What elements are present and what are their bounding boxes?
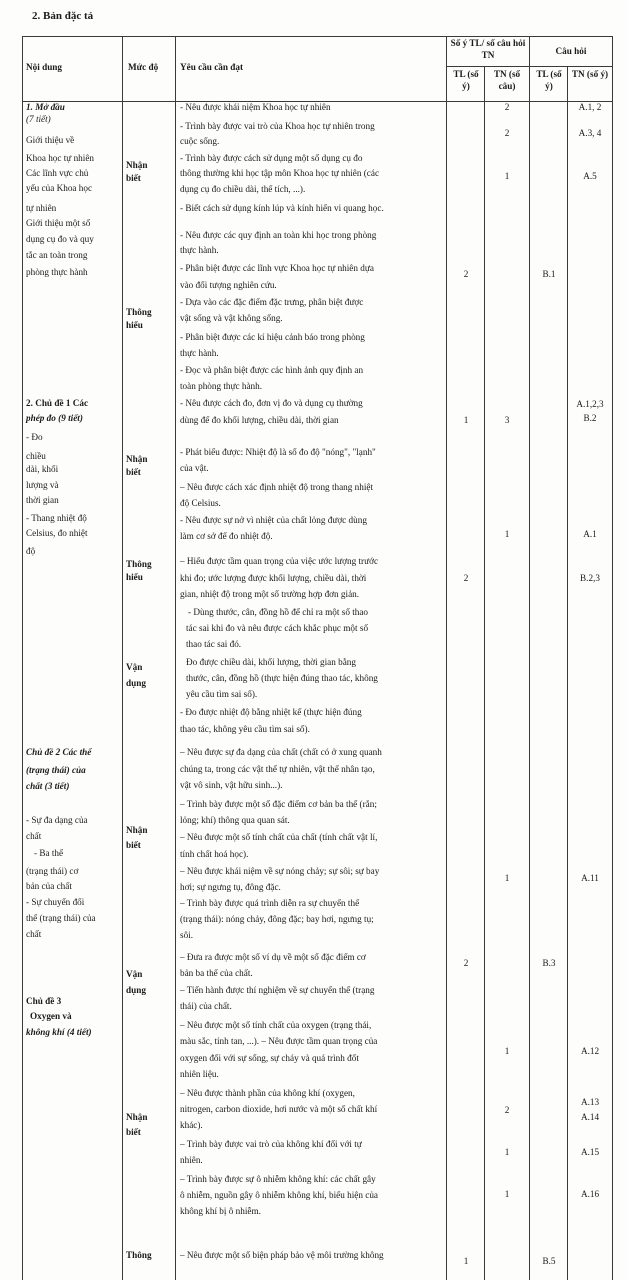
level-label: biết [126,173,141,183]
requirement-line: vào đối tượng nghiên cứu. [180,280,277,290]
level-label: Vận [126,662,143,672]
requirement-line: khi đo; ước lượng được khối lượng, chiều dài, thời [180,573,367,583]
tn-count: 1 [504,1046,510,1056]
level-label: dụng [126,678,146,688]
content-line: (trạng thái) cơ [26,866,79,876]
requirement-line: - Nêu được các quy định an toàn khi học trong phòng [180,230,377,240]
tl-count: 2 [463,269,469,279]
requirement-line: thực hành. [180,245,219,255]
requirement-line: vật sống và vật không sống. [180,313,283,323]
requirement-line: thái) của chất. [180,1001,232,1011]
content-line: (trạng thái) của [26,765,86,775]
requirement-line: độ Celsius. [180,498,221,508]
requirement-line: nitrogen, carbon dioxide, hơi nước và một số chất khí [180,1104,378,1114]
requirement-line: – Trình bày được một số đặc điểm cơ bản ba thể (rắn; [180,799,377,809]
level-label: hiểu [126,320,143,330]
question-tn: A.1,2,3 [576,399,604,409]
question-tl: B.1 [542,269,556,279]
requirement-line: tác sai khi đo và nêu được cách khắc phục một số [186,623,369,633]
tn-count: 1 [504,171,510,181]
grid-line [22,36,23,1280]
requirement-line: thước, cân, đồng hồ (thực hiện đúng thao tác, không [186,673,378,683]
level-label: biết [126,1127,141,1137]
content-line: - Sự đa dạng của [26,815,88,825]
section-title: 2. Bản đặc tả [32,10,94,22]
header-cau-hoi: Câu hỏi [555,46,587,56]
content-line: thể (trạng thái) của [26,913,96,923]
requirement-line: – Nêu được một số biện pháp bảo vệ môi trường không [180,1250,384,1260]
content-line: Giới thiệu một số [26,218,91,228]
tl-count: 2 [463,573,469,583]
requirement-line: oxygen đối với sự sống, sự cháy và quá trình đốt [180,1053,359,1063]
grid-line [529,36,530,1280]
content-line: chất [26,831,42,841]
header-yeu-cau: Yêu cầu cần đạt [180,62,244,72]
question-tn: A.14 [580,1112,600,1122]
header-noi-dung: Nội dung [26,62,63,72]
level-label: biết [126,840,141,850]
requirement-line: - Dùng thước, cân, đồng hồ để chỉ ra một số thao [188,607,369,617]
requirement-line: – Nêu được một số tính chất của oxygen (trạng thái, [180,1020,372,1030]
requirement-line: thao tác sai đó. [186,639,242,649]
requirement-line: sôi. [180,930,194,940]
content-line: Chủ đề 2 Các thể [26,747,92,757]
requirement-line: nhiên. [180,1155,203,1165]
header-tn-so-cau: TN (số câu) [493,69,521,91]
requirement-line: hơi; sự ngưng tụ, đông đặc. [180,882,281,892]
requirement-line: cuộc sống. [180,136,220,146]
requirement-line: – Nêu được thành phần của không khí (oxygen, [180,1088,355,1098]
level-label: Thông [126,307,152,317]
content-line: 1. Mở đầu [26,102,65,112]
header-tl-so-y-2: TL (số ý) [536,69,562,91]
level-label: Thông [126,1250,152,1260]
requirement-line: thông thường khi học tập môn Khoa học tự nhiên (các [180,168,380,178]
content-line: phòng thực hành [26,267,88,277]
requirement-line: - Dựa vào các đặc điểm đặc trưng, phân biệt được [180,297,364,307]
content-line: - Thang nhiệt độ [26,513,87,523]
requirement-line: - Biết cách sử dụng kính lúp và kính hiển vi quang học. [180,203,384,213]
requirement-line: – Tiến hành được thí nghiệm về sự chuyển thể (trạng [180,985,375,995]
content-line: tự nhiên [26,203,57,213]
tn-count: 1 [504,873,510,883]
question-tl: B.3 [542,958,556,968]
requirement-line: toàn phòng thực hành. [180,381,263,391]
content-line: bản của chất [26,881,72,891]
level-label: dụng [126,985,146,995]
grid-line [446,36,447,1280]
level-label: Thông [126,559,152,569]
requirement-line: của vật. [180,463,209,473]
requirement-line: thực hành. [180,348,219,358]
grid-line [484,66,485,1280]
requirement-line: - Đo được nhiệt độ bằng nhiệt kế (thực hiện đúng [180,707,362,717]
header-muc-do: Mức độ [128,62,159,72]
requirement-line: Đo được chiều dài, khối lượng, thời gian bằng [186,657,356,667]
requirement-line: – Trình bày được vai trò của không khí đối với tự [180,1139,362,1149]
requirement-line: – Nêu được sự đa dạng của chất (chất có ở xung quanh [180,747,382,757]
grid-line [122,36,123,1280]
content-line: Các lĩnh vực chủ [26,168,89,178]
question-tn: A.12 [580,1046,600,1056]
requirement-line: chúng ta, trong các vật thể tự nhiên, vật thể nhân tạo, [180,764,375,774]
requirement-line: – Nêu được khái niệm về sự nóng chảy; sự sôi; sự bay [180,866,380,876]
question-tn: A.13 [580,1097,600,1107]
requirement-line: bản ba thể của chất. [180,968,253,978]
tn-count: 3 [504,415,510,425]
level-label: biết [126,467,141,477]
tl-count: 1 [463,1256,469,1266]
requirement-line: – Trình bày được sự ô nhiễm không khí: các chất gây [180,1174,376,1184]
question-tn: B.2 [583,413,597,423]
content-line: yếu của Khoa học [26,183,93,193]
requirement-line: – Nêu được cách xác định nhiệt độ trong thang nhiệt [180,482,374,492]
header-tl-so-y: TL (số ý) [453,69,479,91]
requirement-line: - Trình bày được cách sử dụng một số dụng cụ đo [180,153,363,163]
content-line: Giới thiệu về [26,135,75,145]
level-label: hiểu [126,572,143,582]
question-tl: B.5 [542,1256,556,1266]
level-label: Nhận [126,825,148,835]
level-label: Nhận [126,160,148,170]
content-line: lượng và [26,480,59,490]
requirement-line: vật vô sinh, vật hữu sinh...). [180,780,283,790]
question-tn: A.15 [580,1147,600,1157]
requirement-line: - Nêu được cách đo, đơn vị đo và dụng cụ thường [180,398,363,408]
requirement-line: - Nêu được sự nở vì nhiệt của chất lỏng được dùng [180,515,367,525]
content-line: dài, khối [26,464,59,474]
grid-line [446,66,612,67]
requirement-line: thao tác, không yêu cầu tìm sai số). [180,724,310,734]
content-line: Celsius, đo nhiệt [26,528,88,538]
requirement-line: nhiên liệu. [180,1069,219,1079]
content-line: Oxygen và [30,1011,72,1021]
requirement-line: yêu cầu tìm sai số). [186,689,258,699]
requirement-line: - Đọc và phân biệt được các hình ảnh quy định an [180,365,364,375]
requirement-line: – Đưa ra được một số ví dụ về một số đặc điểm cơ [180,952,366,962]
requirement-line: làm cơ sở để đo nhiệt độ. [180,531,273,541]
content-line: dụng cụ đo và quy [26,234,94,244]
content-line: chất [26,929,42,939]
tn-count: 2 [504,102,510,112]
tn-count: 1 [504,1147,510,1157]
requirement-line: – Hiểu được tầm quan trọng của việc ước lượng trước [180,556,379,566]
question-tn: B.2,3 [580,573,600,583]
question-tn: A.11 [581,873,599,883]
requirement-line: không khí bị ô nhiễm. [180,1206,261,1216]
content-line: tắc an toàn trong [26,250,88,260]
level-label: Nhận [126,454,148,464]
level-label: Nhận [126,1112,148,1122]
question-tn: A.3, 4 [578,128,602,138]
grid-line [612,36,613,1280]
tn-count: 2 [504,128,510,138]
content-line: - Sự chuyển đổi [26,897,85,907]
grid-line [567,66,568,1280]
requirement-line: ô nhiễm, nguồn gây ô nhiễm không khí, biểu hiện của [180,1190,379,1200]
grid-line [22,36,612,37]
content-line: Khoa học tự nhiên [26,153,95,163]
question-tn: A.16 [580,1189,600,1199]
requirement-line: – Nêu được một số tính chất của chất (tính chất vật lí, [180,832,378,842]
content-line: chiều [26,451,46,461]
content-line: 2. Chủ đề 1 Các [26,398,89,408]
tl-count: 2 [463,958,469,968]
requirement-line: lỏng; khí) thông qua quan sát. [180,815,290,825]
requirement-line: dùng để đo khối lượng, chiều dài, thời gian [180,415,339,425]
content-line: Chủ đề 3 [26,996,62,1006]
content-line: độ [26,546,36,556]
requirement-line: - Phát biểu được: Nhiệt độ là số đo độ "nóng", "lạnh" [180,447,376,457]
requirement-line: gian, nhiệt độ trong một số trường hợp đơn giản. [180,589,360,599]
requirement-line: - Phân biệt được các lĩnh vực Khoa học tự nhiên dựa [180,263,374,273]
question-tn: A.1 [583,529,597,539]
requirement-line: - Trình bày được vai trò của Khoa học tự nhiên trong [180,121,375,131]
requirement-line: (trạng thái): nóng chảy, đông đặc; bay hơi, ngưng tụ; [180,914,374,924]
content-line: (7 tiết) [26,114,51,124]
content-line: không khí (4 tiết) [26,1027,92,1037]
requirement-line: màu sắc, tính tan, ...). – Nêu được tầm quan trọng của [180,1036,378,1046]
requirement-line: tính chất hoá học). [180,849,249,859]
tn-count: 2 [504,1105,510,1115]
header-so-y: Số ý TL/ số câu hỏi TN [450,38,526,60]
content-line: phép đo (9 tiết) [26,413,83,423]
content-line: chất (3 tiết) [26,781,70,791]
question-tn: A.5 [583,171,597,181]
tn-count: 1 [504,529,510,539]
requirement-line: - Nêu được khái niệm Khoa học tự nhiên [180,102,331,112]
question-tn: A.1, 2 [578,102,602,112]
requirement-line: – Trình bày được quá trình diễn ra sự chuyển thể [180,898,360,908]
grid-line [175,36,176,1280]
content-line: - Đo [26,432,43,442]
tn-count: 1 [504,1189,510,1199]
tl-count: 1 [463,415,469,425]
header-tn-so-y: TN (số ý) [571,69,609,79]
level-label: Vận [126,969,143,979]
requirement-line: - Phân biệt được các kí hiệu cảnh báo trong phòng [180,332,365,342]
requirement-line: khác). [180,1120,203,1130]
content-line: - Ba thể [34,848,64,858]
content-line: thời gian [26,495,59,505]
requirement-line: dụng cụ đo chiều dài, thể tích, ...). [180,184,306,194]
